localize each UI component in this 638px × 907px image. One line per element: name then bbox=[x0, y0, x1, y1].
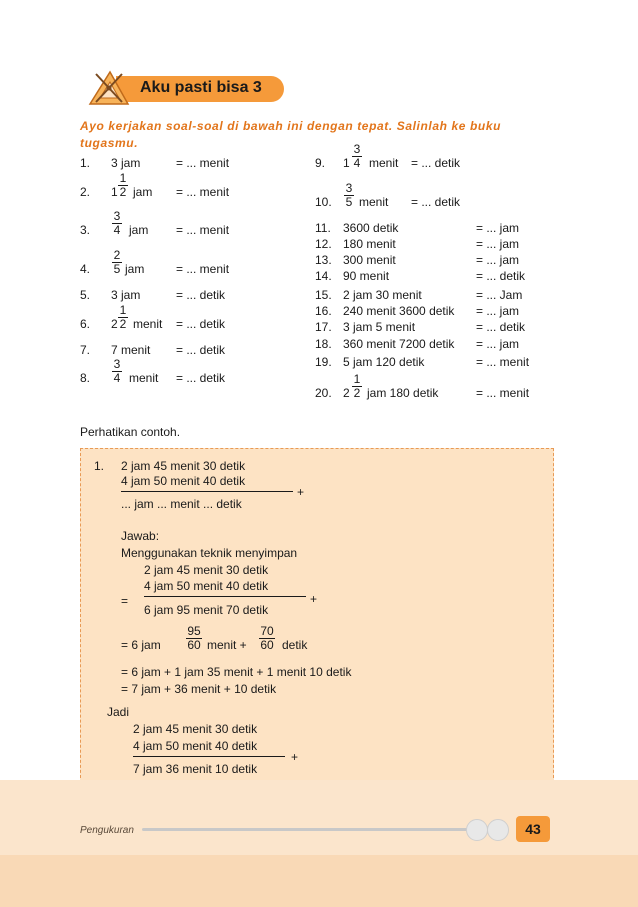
question-number: 5. bbox=[80, 288, 91, 302]
denominator: 5 bbox=[113, 262, 121, 276]
question-answer: = ... jam bbox=[476, 304, 520, 318]
question-answer: = ... menit bbox=[176, 185, 230, 199]
numerator: 3 bbox=[353, 142, 361, 156]
denominator: 60 bbox=[187, 638, 201, 652]
question-answer: = ... Jam bbox=[476, 288, 523, 302]
question-number: 11. bbox=[315, 221, 331, 235]
question-text: 3600 detik bbox=[343, 221, 399, 235]
question-text: 90 menit bbox=[343, 269, 390, 283]
question-number: 9. bbox=[315, 156, 326, 170]
question-text: 240 menit 3600 detik bbox=[343, 304, 455, 318]
example-box bbox=[80, 448, 554, 788]
question-answer: = ... detik bbox=[176, 317, 226, 331]
fraction bbox=[351, 373, 363, 400]
question-answer: = ... menit bbox=[176, 262, 230, 276]
denominator: 2 bbox=[119, 185, 127, 199]
fraction bbox=[111, 249, 123, 276]
question-number: 10. bbox=[315, 195, 332, 209]
question-number: 2. bbox=[80, 185, 91, 199]
fraction-line-post: detik bbox=[282, 638, 308, 652]
denominator: 60 bbox=[260, 638, 274, 652]
question-answer: = ... menit bbox=[476, 386, 530, 400]
fraction-whole: 1 bbox=[343, 156, 350, 170]
question-answer: = ... jam bbox=[476, 253, 520, 267]
step-line1: 2 jam 45 menit 30 detik bbox=[144, 563, 269, 577]
question-unit: jam bbox=[125, 262, 145, 276]
page-number: 43 bbox=[516, 816, 550, 842]
question-number: 1. bbox=[80, 156, 91, 170]
denominator: 4 bbox=[353, 156, 361, 170]
method-text: Menggunakan teknik menyimpan bbox=[121, 546, 298, 560]
numerator: 70 bbox=[260, 624, 274, 638]
question-answer: = ... menit bbox=[476, 355, 530, 369]
question-answer: = ... detik bbox=[411, 195, 461, 209]
fraction-whole: 2 bbox=[343, 386, 350, 400]
step-line3: 6 jam 95 menit 70 detik bbox=[144, 603, 269, 617]
question-answer: = ... menit bbox=[176, 156, 230, 170]
fraction-whole: 2 bbox=[111, 317, 118, 331]
denominator: 4 bbox=[113, 371, 121, 385]
example-heading: Perhatikan contoh. bbox=[80, 425, 181, 439]
question-unit: menit bbox=[369, 156, 399, 170]
fraction-line-prefix: = 6 jam bbox=[121, 638, 161, 652]
question-number: 12. bbox=[315, 237, 332, 251]
fraction bbox=[258, 625, 276, 652]
question-number: 15. bbox=[315, 288, 332, 302]
example-line2: 4 jam 50 menit 40 detik bbox=[121, 474, 246, 488]
question-number: 16. bbox=[315, 304, 332, 318]
question-unit: jam 180 detik bbox=[367, 386, 439, 400]
equals-sign: = bbox=[121, 594, 129, 608]
conclusion-line2: 4 jam 50 menit 40 detik bbox=[133, 739, 258, 753]
result-line1: = 6 jam + 1 jam 35 menit + 1 menit 10 detik bbox=[121, 665, 352, 679]
decorative-circle bbox=[466, 819, 488, 841]
question-unit: menit bbox=[129, 371, 159, 385]
question-unit: jam bbox=[133, 185, 153, 199]
fraction bbox=[117, 172, 129, 199]
numerator: 1 bbox=[353, 372, 361, 386]
question-number: 4. bbox=[80, 262, 91, 276]
question-text: 3 jam bbox=[111, 156, 141, 170]
question-answer: = ... detik bbox=[411, 156, 461, 170]
result-line2: = 7 jam + 36 menit + 10 detik bbox=[121, 682, 277, 696]
chapter-label: Pengukuran bbox=[80, 825, 134, 836]
denominator: 5 bbox=[345, 195, 353, 209]
numerator: 3 bbox=[113, 209, 121, 223]
question-text: 360 menit 7200 detik bbox=[343, 337, 455, 351]
example-line1: 2 jam 45 menit 30 detik bbox=[121, 459, 246, 473]
ruler-compass-icon bbox=[86, 68, 132, 108]
fraction-line-mid: menit + bbox=[207, 638, 247, 652]
numerator: 1 bbox=[119, 303, 127, 317]
question-number: 7. bbox=[80, 343, 91, 357]
banner-title: Aku pasti bisa 3 bbox=[140, 79, 262, 96]
question-text: 180 menit bbox=[343, 237, 396, 251]
example-number: 1. bbox=[94, 459, 105, 473]
question-answer: = ... jam bbox=[476, 237, 520, 251]
plus-sign: + bbox=[297, 485, 305, 499]
question-unit: jam bbox=[129, 223, 149, 237]
question-answer: = ... detik bbox=[176, 288, 226, 302]
plus-sign: + bbox=[310, 592, 318, 606]
question-unit: menit bbox=[133, 317, 163, 331]
question-number: 19. bbox=[315, 355, 332, 369]
fraction bbox=[185, 625, 203, 652]
sum-line bbox=[144, 596, 306, 597]
numerator: 2 bbox=[113, 248, 121, 262]
question-number: 17. bbox=[315, 320, 332, 334]
numerator: 95 bbox=[187, 624, 201, 638]
fraction bbox=[111, 358, 123, 385]
answer-label: Jawab: bbox=[121, 529, 160, 543]
denominator: 4 bbox=[113, 223, 121, 237]
conclusion-label: Jadi bbox=[107, 705, 130, 719]
question-answer: = ... jam bbox=[476, 221, 520, 235]
question-text: 3 jam 5 menit bbox=[343, 320, 416, 334]
question-number: 8. bbox=[80, 371, 91, 385]
question-number: 13. bbox=[315, 253, 332, 267]
fraction bbox=[117, 304, 129, 331]
footer-rule bbox=[142, 828, 480, 831]
question-unit: menit bbox=[359, 195, 389, 209]
question-text: 300 menit bbox=[343, 253, 396, 267]
question-number: 20. bbox=[315, 386, 332, 400]
fraction bbox=[343, 182, 355, 209]
conclusion-line3: 7 jam 36 menit 10 detik bbox=[133, 762, 258, 776]
example-line3: ... jam ... menit ... detik bbox=[121, 497, 242, 511]
question-answer: = ... jam bbox=[476, 337, 520, 351]
question-number: 6. bbox=[80, 317, 91, 331]
question-text: 7 menit bbox=[111, 343, 151, 357]
question-answer: = ... menit bbox=[176, 223, 230, 237]
numerator: 3 bbox=[345, 181, 353, 195]
fraction bbox=[351, 143, 363, 170]
question-answer: = ... detik bbox=[476, 320, 526, 334]
plus-sign: + bbox=[291, 750, 299, 764]
question-answer: = ... detik bbox=[476, 269, 526, 283]
sum-line bbox=[133, 756, 285, 757]
question-answer: = ... detik bbox=[176, 371, 226, 385]
question-number: 18. bbox=[315, 337, 332, 351]
numerator: 3 bbox=[113, 357, 121, 371]
question-text: 5 jam 120 detik bbox=[343, 355, 425, 369]
instructions: Ayo kerjakan soal-soal di bawah ini dengan tepat. Salinlah ke buku tugasmu. bbox=[80, 119, 502, 150]
fraction bbox=[111, 210, 123, 237]
section-banner bbox=[86, 72, 286, 104]
decorative-circle bbox=[487, 819, 509, 841]
question-number: 3. bbox=[80, 223, 91, 237]
numerator: 1 bbox=[119, 171, 127, 185]
question-text: 3 jam bbox=[111, 288, 141, 302]
denominator: 2 bbox=[353, 386, 361, 400]
sum-line bbox=[121, 491, 293, 492]
question-number: 14. bbox=[315, 269, 332, 283]
fraction-whole: 1 bbox=[111, 185, 118, 199]
step-line2: 4 jam 50 menit 40 detik bbox=[144, 579, 269, 593]
question-answer: = ... detik bbox=[176, 343, 226, 357]
footer-band-lower bbox=[0, 855, 638, 907]
denominator: 2 bbox=[119, 317, 127, 331]
question-text: 2 jam 30 menit bbox=[343, 288, 422, 302]
conclusion-line1: 2 jam 45 menit 30 detik bbox=[133, 722, 258, 736]
